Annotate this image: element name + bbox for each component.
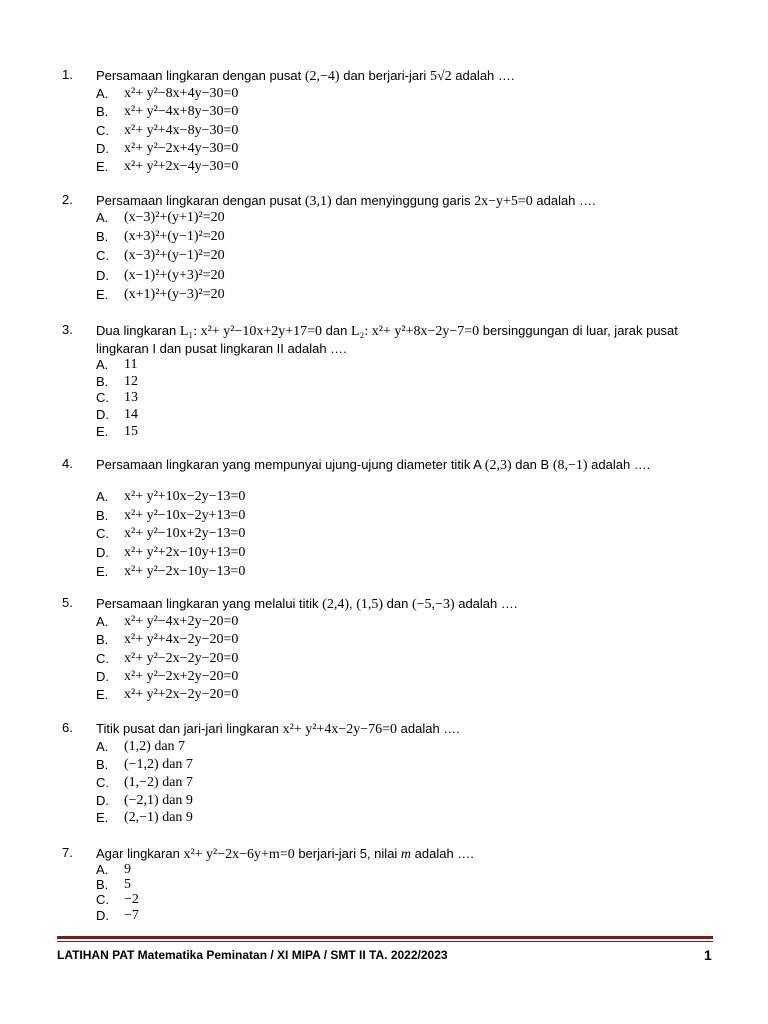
option-text: (x−1)²+(y+3)²=20 — [124, 268, 225, 283]
option-letter: B. — [96, 374, 109, 389]
option-text: x²+ y²+10x−2y−13=0 — [124, 489, 246, 504]
option-text: x²+ y²−2x−2y−20=0 — [124, 651, 239, 666]
option-text: 14 — [124, 407, 138, 422]
option-text: (1,2) dan 7 — [124, 739, 186, 754]
option-text: (x+3)²+(y−1)²=20 — [124, 229, 225, 244]
option-letter: E. — [96, 564, 109, 579]
footer-title: LATIHAN PAT Matematika Peminatan / XI MIPA / SMT II TA. 2022/2023 — [57, 948, 448, 962]
option-text: (−2,1) dan 9 — [124, 793, 193, 808]
option-letter: C. — [96, 390, 109, 405]
question-text: Persamaan lingkaran dengan pusat (2,−4) dan berjari-jari 5√2 adalah …. — [96, 68, 515, 84]
question-number: 3. — [62, 322, 73, 337]
option-letter: A. — [96, 739, 109, 754]
option-letter: E. — [96, 687, 109, 702]
footer-rule-thin — [57, 941, 713, 942]
question-text: Persamaan lingkaran yang melalui titik (2,4), (1,5) dan (−5,−3) adalah …. — [96, 596, 518, 612]
option-letter: E. — [96, 810, 109, 825]
option-text: x²+ y²+2x−10y+13=0 — [124, 545, 246, 560]
option-text: x²+ y²−4x+2y−20=0 — [124, 614, 239, 629]
option-letter: C. — [96, 775, 109, 790]
option-letter: D. — [96, 545, 109, 560]
option-text: 9 — [124, 862, 131, 877]
option-text: (1,−2) dan 7 — [124, 775, 193, 790]
option-text: x²+ y²−2x+2y−20=0 — [124, 669, 239, 684]
option-letter: C. — [96, 651, 109, 666]
option-text: x²+ y²−2x−10y−13=0 — [124, 564, 246, 579]
option-letter: D. — [96, 141, 109, 156]
option-text: 5 — [124, 877, 131, 892]
option-text: −7 — [124, 908, 139, 923]
question-text: Agar lingkaran x²+ y²−2x−6y+m=0 berjari-jari 5, nilai m adalah …. — [96, 846, 474, 862]
option-letter: A. — [96, 357, 109, 372]
option-letter: B. — [96, 757, 109, 772]
option-text: −2 — [124, 892, 139, 907]
option-text: x²+ y²−8x+4y−30=0 — [124, 86, 239, 101]
option-letter: B. — [96, 508, 109, 523]
question-number: 6. — [62, 720, 73, 735]
option-text: x²+ y²+2x−4y−30=0 — [124, 159, 239, 174]
question-number: 1. — [62, 67, 73, 82]
option-text: x²+ y²+4x−8y−30=0 — [124, 123, 239, 138]
option-text: 11 — [124, 357, 138, 372]
option-text: x²+ y²+2x−2y−20=0 — [124, 687, 239, 702]
option-letter: D. — [96, 268, 109, 283]
option-letter: D. — [96, 793, 109, 808]
option-text: 12 — [124, 374, 138, 389]
option-text: 13 — [124, 390, 138, 405]
option-text: (x−3)²+(y−1)²=20 — [124, 248, 225, 263]
option-letter: A. — [96, 86, 109, 101]
option-letter: A. — [96, 489, 109, 504]
option-letter: D. — [96, 669, 109, 684]
option-text: (x+1)²+(y−3)²=20 — [124, 287, 225, 302]
option-letter: B. — [96, 104, 109, 119]
question-number: 2. — [62, 192, 73, 207]
option-letter: A. — [96, 210, 109, 225]
option-letter: A. — [96, 614, 109, 629]
option-letter: A. — [96, 862, 109, 877]
page-number: 1 — [704, 947, 712, 963]
option-letter: D. — [96, 908, 109, 923]
option-letter: C. — [96, 892, 109, 907]
option-letter: E. — [96, 424, 109, 439]
option-letter: D. — [96, 407, 109, 422]
question-number: 7. — [62, 845, 73, 860]
question-number: 5. — [62, 595, 73, 610]
option-text: x²+ y²−10x−2y+13=0 — [124, 508, 246, 523]
option-letter: C. — [96, 123, 109, 138]
question-text: Titik pusat dan jari-jari lingkaran x²+ y²+4x−2y−76=0 adalah …. — [96, 721, 460, 737]
option-text: (x−3)²+(y+1)²=20 — [124, 210, 225, 225]
question-text: Persamaan lingkaran dengan pusat (3,1) dan menyinggung garis 2x−y+5=0 adalah …. — [96, 193, 596, 209]
option-letter: B. — [96, 229, 109, 244]
option-text: x²+ y²+4x−2y−20=0 — [124, 632, 239, 647]
option-letter: C. — [96, 248, 109, 263]
option-text: 15 — [124, 424, 138, 439]
option-text: (2,−1) dan 9 — [124, 810, 193, 825]
footer-rule-thick — [57, 936, 713, 939]
option-letter: B. — [96, 632, 109, 647]
option-text: (−1,2) dan 7 — [124, 757, 193, 772]
option-letter: C. — [96, 526, 109, 541]
option-text: x²+ y²−2x+4y−30=0 — [124, 141, 239, 156]
question-text: Dua lingkaran L₁: x²+ y²−10x+2y+17=0 dan L₂: x²+ y²+8x−2y−7=0 bersinggungan di luar, jarak pusat lingkaran I dan pusat lingkaran II adalah …. — [96, 323, 678, 356]
option-letter: E. — [96, 159, 109, 174]
option-text: x²+ y²−10x+2y−13=0 — [124, 526, 246, 541]
question-text: Persamaan lingkaran yang mempunyai ujung-ujung diameter titik A (2,3) dan B (8,−1) adalah …. — [96, 457, 651, 473]
option-text: x²+ y²−4x+8y−30=0 — [124, 104, 239, 119]
option-letter: E. — [96, 287, 109, 302]
question-number: 4. — [62, 456, 73, 471]
option-letter: B. — [96, 877, 109, 892]
